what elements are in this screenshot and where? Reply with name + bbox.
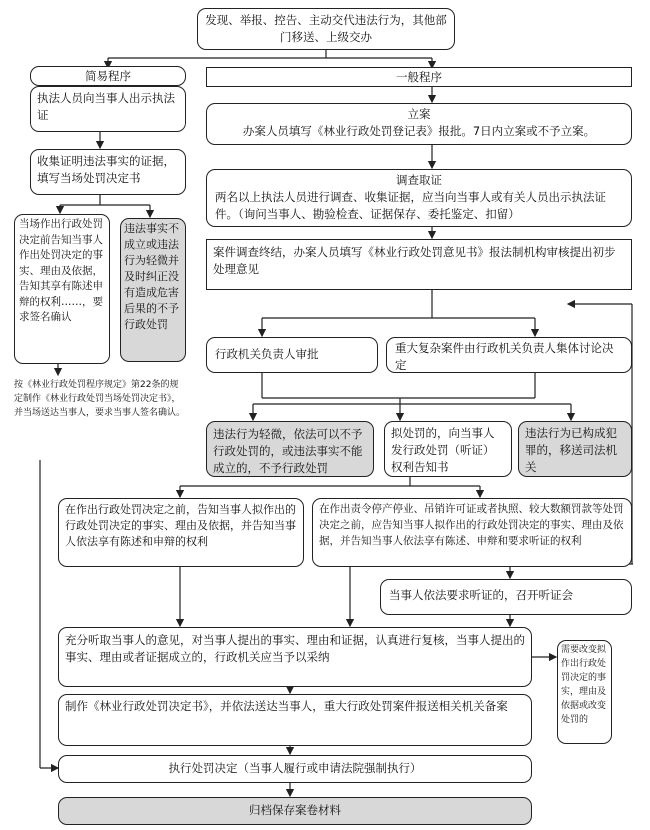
filing-box: [206, 103, 632, 145]
decision-text: 制作《林业行政处罚决定书》，并依法送达当事人，重大行政处罚案件报送相关机关备案: [65, 699, 508, 713]
simple-inform-box: [14, 214, 110, 364]
decision-box: [58, 694, 532, 746]
simple-collect-box: [30, 149, 186, 195]
investigate-end-box: [206, 239, 632, 290]
investigate-text: 两名以上执法人员进行调查、收集证据，应当向当事人或有关人员出示执法证件。（询问当事人、勘验检查、证据保存、委托鉴定、扣留）: [215, 190, 606, 221]
filing-title: 立案: [407, 107, 431, 121]
notify-box: [384, 421, 512, 477]
start-box: [197, 8, 455, 50]
hearing-box: [380, 579, 632, 615]
no-penalty-box: [206, 421, 374, 477]
execute-text: 执行处罚决定（当事人履行或申请法院强制执行）: [168, 761, 422, 775]
inform-general-text: 在作出行政处罚决定之前，告知当事人拟作出的行政处罚决定的事实、理由及依据，并告知当事人依法享有陈述和申辩的权利: [65, 503, 296, 548]
simple-inform-text: 当场作出行政处罚决定前告知当事人作出处罚决定的事实、理由及依据，告知其享有陈述申辩的权利……，要求签名确认: [19, 218, 103, 323]
simple-procedure-title: [30, 66, 186, 86]
investigate-end-text: 案件调查终结，办案人员填写《林业行政处罚意见书》报法制机构审核提出初步处理意见: [213, 245, 616, 276]
review-head-text: 行政机关负责人审批: [215, 347, 319, 361]
crime-text: 违法行为已构成犯罪的，移送司法机关: [525, 426, 617, 474]
hearing-text: 当事人依法要求听证的，召开听证会: [389, 588, 573, 602]
review-collective-text: 重大复杂案件由行政机关负责人集体讨论决定: [395, 341, 614, 372]
simple-show-id-text: 执法人员向当事人出示执法证: [37, 91, 175, 122]
archive-text: 归档保存案卷材料: [249, 803, 341, 817]
simple-no-penalty-text: 违法事实不成立或违法行为轻微并及时纠正没有造成危害后果的不予行政处罚: [124, 222, 179, 331]
general-title-text: 一般程序: [396, 70, 442, 84]
simple-deliver-text: 按《林业行政处罚程序规定》第22条的规定制作《林业行政处罚当场处罚决定书》，并当场送达当事人，要求当事人签名确认。: [14, 380, 186, 418]
inform-hearing-box: [312, 498, 632, 567]
listen-box: [58, 627, 532, 687]
investigate-title: 调查取证: [396, 173, 442, 187]
change-text: 需要改变拟作出行政处罚决定的事实，理由及依据或改变处罚的: [561, 645, 607, 725]
inform-general-box: [58, 498, 304, 567]
investigate-box: [206, 169, 632, 227]
review-head-box: [206, 337, 378, 373]
start-text: 发现、举报、控告、主动交代违法行为，其他部门移送、上级交办: [205, 13, 447, 44]
general-procedure-title: [206, 67, 632, 87]
inform-hearing-text: 在作出责令停产停业、吊销许可证或者执照、较大数额罚款等处罚决定之前，应告知当事人拟作出的行政处罚决定的事实、理由及依据，并告知当事人依法享有陈述、申辩和要求听证的权利: [319, 503, 624, 547]
filing-text: 办案人员填写《林业行政处罚登记表》报批。7日内立案或不予立案。: [242, 124, 596, 138]
simple-show-id-box: [30, 86, 186, 132]
simple-deliver-note: [10, 376, 190, 460]
simple-title-text: 简易程序: [85, 69, 131, 83]
crime-box: [518, 421, 632, 477]
review-collective-box: [386, 337, 632, 373]
execute-box: [58, 755, 532, 783]
change-box: [557, 640, 612, 744]
archive-box: [58, 797, 532, 825]
no-penalty-text: 违法行为轻微，依法可以不予行政处罚的，或违法事实不能成立的，不予行政处罚: [213, 427, 363, 475]
notify-text: 拟处罚的，向当事人发行政处罚（听证）权利告知书: [391, 426, 495, 474]
simple-no-penalty-box: [120, 218, 186, 362]
listen-text: 充分听取当事人的意见，对当事人提出的事实、理由和证据，认真进行复核，当事人提出的事实、理由或者证据成立的，行政机关应当予以采纳: [65, 633, 525, 664]
simple-collect-text: 收集证明违法事实的证据，填写当场处罚决定书: [37, 154, 175, 185]
